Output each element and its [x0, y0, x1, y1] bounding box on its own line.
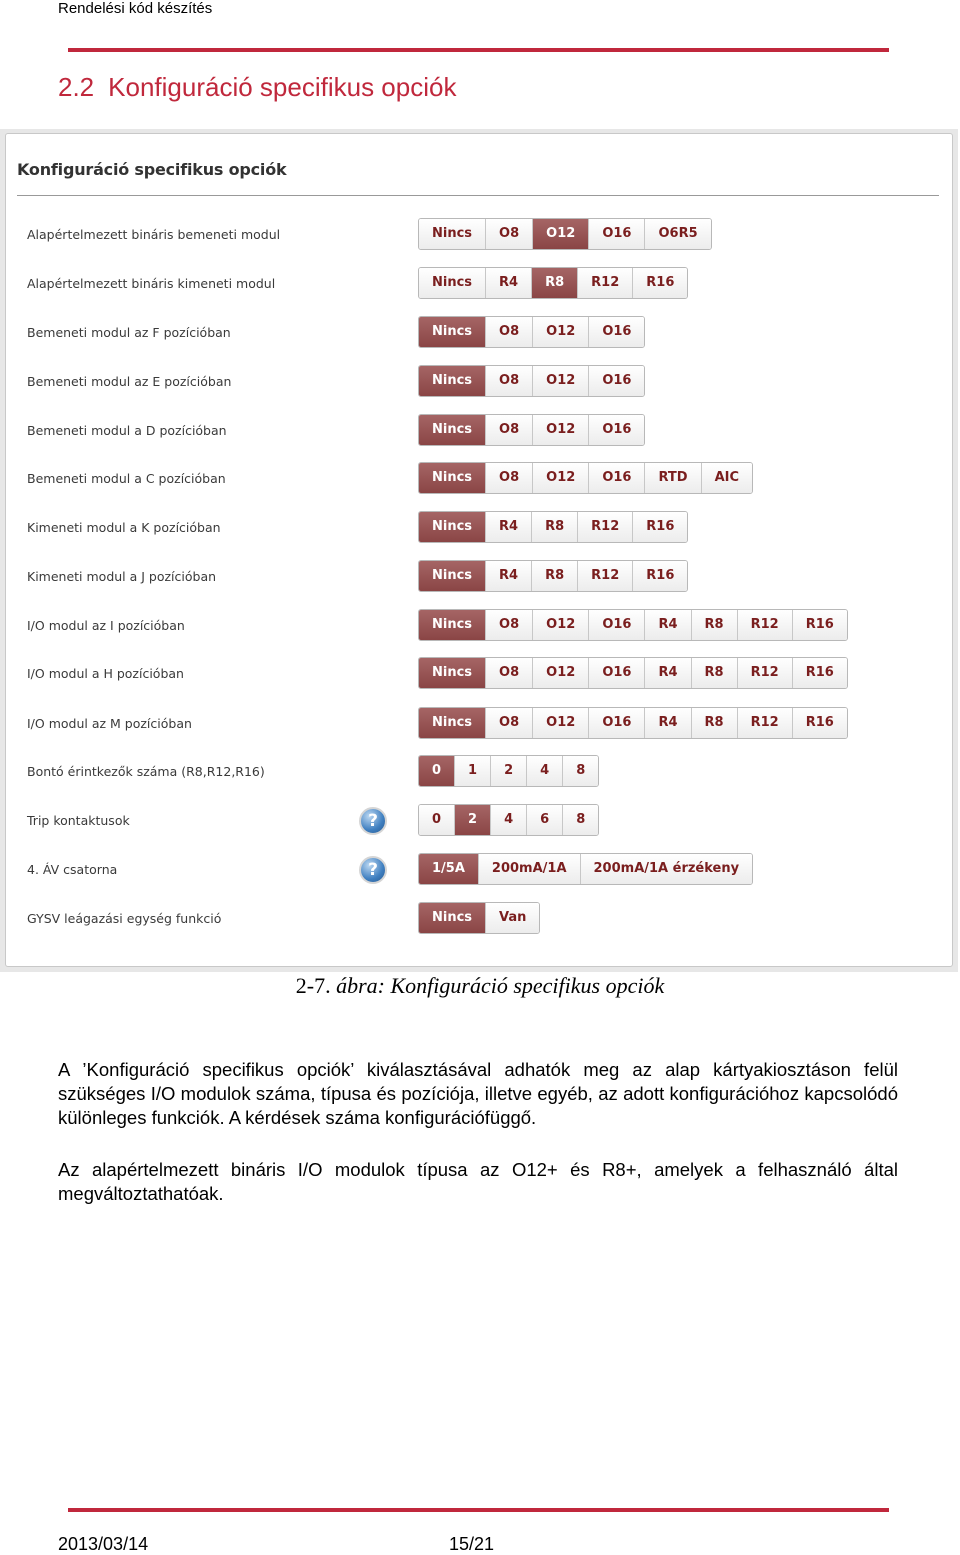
header-rule	[68, 48, 889, 52]
option-label: 4. ÁV csatorna	[27, 862, 118, 877]
option-button[interactable]: 200mA/1A	[479, 854, 581, 884]
option-button-group	[418, 316, 645, 348]
option-button[interactable]: Nincs	[419, 561, 486, 591]
option-button[interactable]: R8	[692, 708, 738, 738]
option-label: Kimeneti modul a J pozícióban	[27, 569, 217, 584]
option-button[interactable]: O16	[589, 708, 645, 738]
option-row	[0, 560, 958, 594]
option-button-group	[418, 853, 753, 885]
option-label: Bemeneti modul az F pozícióban	[27, 325, 231, 340]
option-button[interactable]: 2	[455, 805, 491, 835]
option-button[interactable]: R4	[486, 512, 532, 542]
option-row	[0, 462, 958, 496]
option-button[interactable]: O16	[589, 366, 644, 396]
option-row	[0, 707, 958, 741]
option-label: Kimeneti modul a K pozícióban	[27, 520, 221, 535]
option-button[interactable]: Nincs	[419, 610, 486, 640]
option-button[interactable]: R8	[532, 268, 578, 298]
option-button[interactable]: O12	[533, 366, 589, 396]
panel-title: Konfiguráció specifikus opciók	[17, 160, 287, 179]
option-button-group	[418, 414, 645, 446]
option-button-group	[418, 365, 645, 397]
option-button[interactable]: R16	[793, 658, 847, 688]
option-label: I/O modul a H pozícióban	[27, 666, 184, 681]
option-row	[0, 414, 958, 448]
option-button[interactable]: O8	[486, 708, 533, 738]
option-button-group	[418, 511, 688, 543]
option-button[interactable]: O8	[486, 219, 533, 249]
option-row	[0, 609, 958, 643]
option-button[interactable]: O12	[533, 610, 589, 640]
option-button-group	[418, 804, 599, 836]
option-button[interactable]: O8	[486, 415, 533, 445]
option-row	[0, 755, 958, 789]
option-button[interactable]: R16	[633, 268, 687, 298]
option-label: GYSV leágazási egység funkció	[27, 911, 222, 926]
option-button[interactable]: Nincs	[419, 512, 486, 542]
option-label: Alapértelmezett bináris kimeneti modul	[27, 276, 276, 291]
footer-rule	[68, 1508, 889, 1512]
option-button[interactable]: 2	[491, 756, 527, 786]
option-button[interactable]: R4	[645, 658, 691, 688]
option-button[interactable]: 0	[419, 756, 455, 786]
option-button[interactable]: O8	[486, 463, 533, 493]
footer-page-number: 15/21	[449, 1534, 495, 1554]
option-button[interactable]: R12	[578, 561, 633, 591]
option-label: Alapértelmezett bináris bemeneti modul	[27, 227, 281, 242]
option-label: Bontó érintkezők száma (R8,R12,R16)	[27, 764, 265, 779]
option-button[interactable]: R8	[532, 561, 578, 591]
option-button[interactable]: O12	[533, 708, 589, 738]
option-row	[0, 267, 958, 301]
option-button[interactable]: RTD	[645, 463, 701, 493]
option-row	[0, 804, 958, 838]
option-button[interactable]: O12	[533, 658, 589, 688]
option-button[interactable]: R4	[486, 268, 532, 298]
option-button[interactable]: O8	[486, 658, 533, 688]
footer-date: 2013/03/14	[58, 1534, 149, 1554]
body-paragraph: A ’Konfiguráció specifikus opciók’ kiválasztásával adhatók meg az alap kártyakiosztáson felül szükséges I/O modulok száma, típusa és pozíciója, illetve egyéb, az adott konfigurációhoz kapcsolódó különleges funkciók. A kérdések száma konfigurációfüggő.	[58, 1059, 898, 1128]
option-button[interactable]: 4	[527, 756, 563, 786]
option-button[interactable]: Nincs	[419, 708, 486, 738]
option-button[interactable]: 8	[563, 805, 598, 835]
option-button-group	[418, 707, 848, 739]
option-button-group	[418, 657, 848, 689]
option-button[interactable]: R12	[578, 268, 633, 298]
body-paragraph: Az alapértelmezett bináris I/O modulok típusa az O12+ és R8+, amelyek a felhasználó által megváltoztathatóak.	[58, 1159, 898, 1204]
option-button[interactable]: O8	[486, 610, 533, 640]
section-title: Konfiguráció specifikus opciók	[108, 72, 457, 102]
option-label: I/O modul az M pozícióban	[27, 716, 192, 731]
option-button[interactable]: O16	[589, 463, 645, 493]
option-button[interactable]: 1	[455, 756, 491, 786]
option-button[interactable]: R16	[793, 610, 847, 640]
option-button[interactable]: R12	[578, 512, 633, 542]
option-button[interactable]: R12	[738, 708, 793, 738]
option-button-group	[418, 902, 540, 934]
caption-prefix: 2-7.	[295, 973, 337, 998]
option-button[interactable]: O16	[589, 415, 644, 445]
option-label: Trip kontaktusok	[27, 813, 130, 828]
option-button[interactable]: Nincs	[419, 366, 486, 396]
option-button[interactable]: O8	[486, 317, 533, 347]
option-button[interactable]: O12	[533, 219, 589, 249]
option-button[interactable]: R8	[692, 610, 738, 640]
option-row	[0, 657, 958, 691]
option-button[interactable]: 4	[491, 805, 527, 835]
option-button[interactable]: AIC	[702, 463, 752, 493]
option-row	[0, 853, 958, 887]
option-button[interactable]: 200mA/1A érzékeny	[581, 854, 753, 884]
section-number: 2.2	[58, 72, 95, 102]
option-button[interactable]: 6	[527, 805, 563, 835]
option-button[interactable]: Nincs	[419, 415, 486, 445]
option-button[interactable]: R8	[692, 658, 738, 688]
option-button[interactable]: R12	[738, 658, 793, 688]
running-header: Rendelési kód készítés	[58, 0, 213, 17]
panel-divider	[17, 195, 939, 196]
option-button[interactable]: O6R5	[645, 219, 710, 249]
option-label: Bemeneti modul az E pozícióban	[27, 374, 232, 389]
option-button[interactable]: Nincs	[419, 317, 486, 347]
option-button-group	[418, 609, 848, 641]
section-heading	[58, 72, 456, 103]
option-button[interactable]: R12	[738, 610, 793, 640]
option-button-group	[418, 755, 599, 787]
option-button[interactable]: Nincs	[419, 903, 486, 933]
option-button[interactable]: O16	[589, 219, 645, 249]
option-button[interactable]: Nincs	[419, 658, 486, 688]
help-icon[interactable]: ?	[359, 807, 387, 835]
option-button[interactable]: O12	[533, 317, 589, 347]
option-row	[0, 365, 958, 399]
option-button-group	[418, 560, 688, 592]
option-button[interactable]: R16	[793, 708, 847, 738]
option-button[interactable]: Van	[486, 903, 539, 933]
option-label: Bemeneti modul a C pozícióban	[27, 471, 226, 486]
option-button[interactable]: Nincs	[419, 268, 486, 298]
option-button[interactable]: O12	[533, 415, 589, 445]
option-row	[0, 902, 958, 936]
option-button[interactable]: O16	[589, 610, 645, 640]
option-button[interactable]: O16	[589, 317, 644, 347]
option-button[interactable]: O12	[533, 463, 589, 493]
option-button[interactable]: O8	[486, 366, 533, 396]
option-button-group	[418, 267, 688, 299]
option-button[interactable]: R4	[486, 561, 532, 591]
option-row	[0, 511, 958, 545]
figure-caption	[0, 973, 960, 999]
help-icon[interactable]: ?	[359, 856, 387, 884]
caption-word: ábra	[336, 973, 378, 998]
option-button[interactable]: 1/5A	[419, 854, 479, 884]
option-button[interactable]: O16	[589, 658, 645, 688]
option-button[interactable]: R16	[633, 561, 687, 591]
option-button[interactable]: Nincs	[419, 463, 486, 493]
option-row	[0, 218, 958, 252]
option-label: I/O modul az I pozícióban	[27, 618, 185, 633]
option-label: Bemeneti modul a D pozícióban	[27, 423, 227, 438]
option-button[interactable]: R4	[645, 708, 691, 738]
option-button[interactable]: 8	[563, 756, 598, 786]
caption-rest: : Konfiguráció specifikus opciók	[377, 973, 665, 998]
option-button[interactable]: R16	[633, 512, 687, 542]
option-button[interactable]: 0	[419, 805, 455, 835]
option-button[interactable]: R4	[645, 610, 691, 640]
option-button-group	[418, 218, 712, 250]
option-button[interactable]: R8	[532, 512, 578, 542]
option-button[interactable]: Nincs	[419, 219, 486, 249]
option-row	[0, 316, 958, 350]
option-button-group	[418, 462, 753, 494]
config-panel	[5, 133, 953, 967]
